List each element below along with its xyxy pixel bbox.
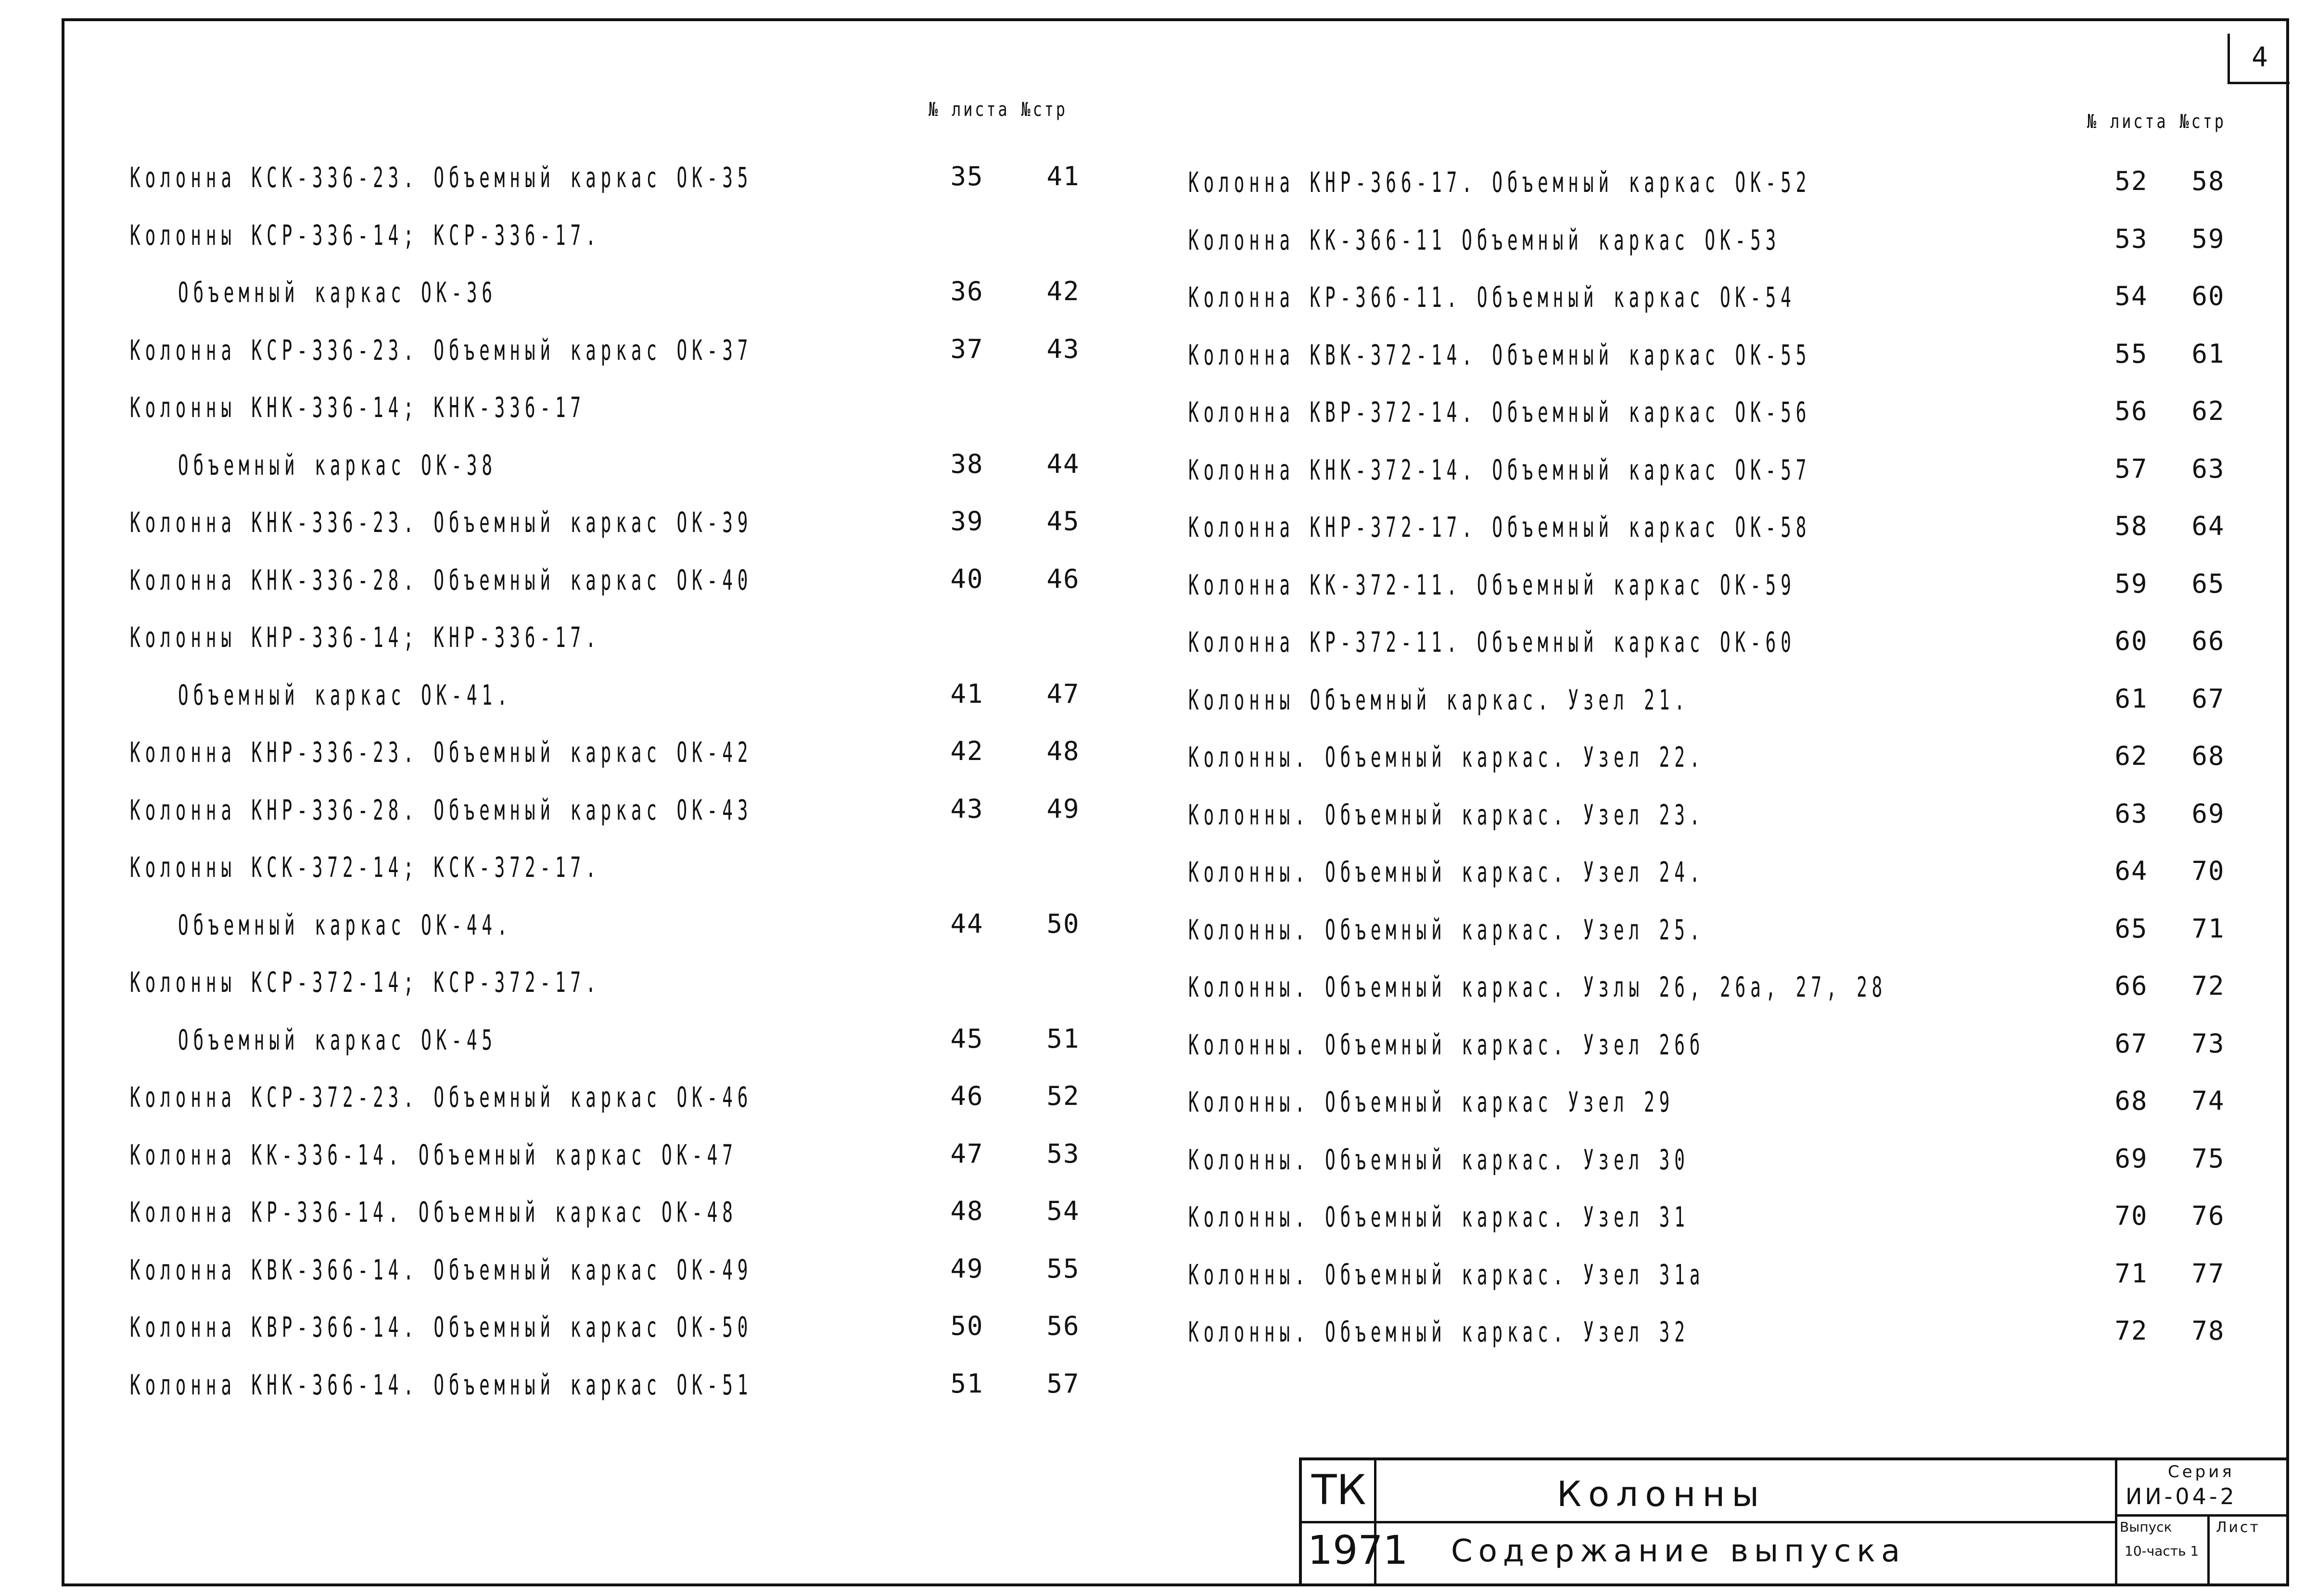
row-sheet-number: 39 bbox=[950, 506, 984, 536]
row-title: Объемный каркас ОК-44. bbox=[178, 908, 512, 941]
row-page-number: 55 bbox=[1046, 1253, 1080, 1284]
row-sheet-number: 58 bbox=[2114, 511, 2148, 541]
row-title: Объемный каркас ОК-38 bbox=[178, 448, 497, 481]
row-page-number: 62 bbox=[2191, 396, 2225, 426]
series-label: Серия bbox=[2168, 1462, 2235, 1482]
row-title: Колонна КВК-372-14. Объемный каркас ОК-55 bbox=[1188, 338, 1811, 371]
row-title: Колонна КНК-366-14. Объемный каркас ОК-51 bbox=[130, 1368, 753, 1401]
row-title: Колонны. Объемный каркас. Узел 25. bbox=[1188, 913, 1705, 946]
row-title: Колонна КНР-336-23. Объемный каркас ОК-42 bbox=[130, 736, 753, 769]
row-page-number: 77 bbox=[2191, 1258, 2225, 1289]
row-page-number: 71 bbox=[2191, 913, 2225, 944]
row-title: Колонна КНК-372-14. Объемный каркас ОК-57 bbox=[1188, 453, 1811, 486]
row-sheet-number: 69 bbox=[2114, 1143, 2148, 1174]
row-page-number: 60 bbox=[2191, 281, 2225, 311]
row-sheet-number: 65 bbox=[2114, 913, 2148, 944]
row-page-number: 51 bbox=[1046, 1023, 1080, 1054]
row-title: Колонна КНР-336-28. Объемный каркас ОК-43 bbox=[130, 793, 753, 826]
row-title: Колонна КР-366-11. Объемный каркас ОК-54 bbox=[1188, 281, 1796, 314]
row-page-number: 56 bbox=[1046, 1311, 1080, 1341]
row-page-number: 65 bbox=[2191, 568, 2225, 599]
sheet-label: Лист bbox=[2216, 1519, 2261, 1536]
row-sheet-number: 59 bbox=[2114, 568, 2148, 599]
title-block-divider bbox=[2115, 1460, 2117, 1583]
row-page-number: 76 bbox=[2191, 1201, 2225, 1231]
row-page-number: 53 bbox=[1046, 1138, 1080, 1169]
row-sheet-number: 52 bbox=[2114, 166, 2148, 196]
row-title: Колонны Объемный каркас. Узел 21. bbox=[1188, 683, 1690, 716]
year: 1971 bbox=[1308, 1528, 1408, 1573]
row-title: Объемный каркас ОК-41. bbox=[178, 678, 512, 711]
row-title: Колонны. Объемный каркас. Узел 30 bbox=[1188, 1143, 1690, 1176]
row-sheet-number: 61 bbox=[2114, 683, 2148, 714]
row-sheet-number: 60 bbox=[2114, 626, 2148, 656]
row-sheet-number: 42 bbox=[950, 736, 984, 766]
row-sheet-number: 54 bbox=[2114, 281, 2148, 311]
row-page-number: 66 bbox=[2191, 626, 2225, 656]
row-page-number: 70 bbox=[2191, 856, 2225, 886]
row-sheet-number: 47 bbox=[950, 1138, 984, 1169]
row-title: Колонны. Объемный каркас. Узлы 26, 26а, 27, 28 bbox=[1188, 971, 1887, 1003]
title-block bbox=[1299, 1457, 2289, 1583]
row-title: Колонна КСК-336-23. Объемный каркас ОК-35 bbox=[130, 161, 753, 194]
row-title: Колонна КСР-372-23. Объемный каркас ОК-46 bbox=[130, 1081, 753, 1114]
series-value: ИИ-04-2 bbox=[2126, 1483, 2237, 1509]
row-title: Колонна КК-372-11. Объемный каркас ОК-59 bbox=[1188, 568, 1796, 601]
issue-label: Выпуск bbox=[2120, 1519, 2172, 1535]
page-number: 4 bbox=[2228, 34, 2290, 84]
row-title: Колонны КСК-372-14; КСК-372-17. bbox=[130, 851, 601, 884]
row-page-number: 54 bbox=[1046, 1196, 1080, 1226]
row-page-number: 45 bbox=[1046, 506, 1080, 536]
row-title: Колонна КНР-372-17. Объемный каркас ОК-58 bbox=[1188, 511, 1811, 544]
row-page-number: 74 bbox=[2191, 1086, 2225, 1116]
row-sheet-number: 35 bbox=[950, 161, 984, 191]
row-sheet-number: 56 bbox=[2114, 396, 2148, 426]
row-page-number: 46 bbox=[1046, 563, 1080, 594]
row-sheet-number: 48 bbox=[950, 1196, 984, 1226]
row-page-number: 59 bbox=[2191, 223, 2225, 254]
row-title: Объемный каркас ОК-36 bbox=[178, 276, 497, 309]
row-page-number: 68 bbox=[2191, 741, 2225, 771]
sheet-bottom-border bbox=[62, 1583, 2289, 1586]
row-sheet-number: 68 bbox=[2114, 1086, 2148, 1116]
row-sheet-number: 50 bbox=[950, 1311, 984, 1341]
row-sheet-number: 49 bbox=[950, 1253, 984, 1284]
row-page-number: 41 bbox=[1046, 161, 1080, 191]
row-sheet-number: 41 bbox=[950, 678, 984, 709]
row-sheet-number: 40 bbox=[950, 563, 984, 594]
row-sheet-number: 45 bbox=[950, 1023, 984, 1054]
row-page-number: 64 bbox=[2191, 511, 2225, 541]
row-sheet-number: 72 bbox=[2114, 1316, 2148, 1346]
row-sheet-number: 71 bbox=[2114, 1258, 2148, 1289]
row-page-number: 57 bbox=[1046, 1368, 1080, 1399]
row-page-number: 63 bbox=[2191, 453, 2225, 484]
row-page-number: 58 bbox=[2191, 166, 2225, 196]
row-title: Колонна КК-336-14. Объемный каркас ОК-47 bbox=[130, 1138, 738, 1171]
row-title: Колонны КСР-336-14; КСР-336-17. bbox=[130, 218, 601, 252]
row-title: Колонна КР-336-14. Объемный каркас ОК-48 bbox=[130, 1196, 738, 1229]
row-title: Колонна КР-372-11. Объемный каркас ОК-60 bbox=[1188, 626, 1796, 659]
row-sheet-number: 70 bbox=[2114, 1201, 2148, 1231]
row-sheet-number: 62 bbox=[2114, 741, 2148, 771]
row-title: Колонны КСР-372-14; КСР-372-17. bbox=[130, 966, 601, 999]
title-block-divider bbox=[2115, 1514, 2288, 1517]
row-page-number: 78 bbox=[2191, 1316, 2225, 1346]
row-title: Колонны. Объемный каркас. Узел 31 bbox=[1188, 1201, 1690, 1233]
row-page-number: 43 bbox=[1046, 333, 1080, 364]
row-title: Объемный каркас ОК-45 bbox=[178, 1023, 497, 1056]
row-sheet-number: 37 bbox=[950, 333, 984, 364]
row-sheet-number: 55 bbox=[2114, 338, 2148, 369]
issue-value: 10-часть 1 bbox=[2125, 1543, 2199, 1559]
row-page-number: 61 bbox=[2191, 338, 2225, 369]
row-page-number: 44 bbox=[1046, 448, 1080, 479]
left-column-header: № листа №стр bbox=[929, 99, 1068, 121]
row-page-number: 50 bbox=[1046, 908, 1080, 939]
row-page-number: 72 bbox=[2191, 971, 2225, 1001]
row-title: Колонна КНК-336-23. Объемный каркас ОК-39 bbox=[130, 506, 753, 539]
row-title: Колонны. Объемный каркас. Узел 24. bbox=[1188, 856, 1705, 888]
drawing-subtitle: Содержание выпуска bbox=[1451, 1533, 1906, 1569]
row-sheet-number: 46 bbox=[950, 1081, 984, 1111]
row-sheet-number: 63 bbox=[2114, 798, 2148, 829]
row-title: Колонны. Объемный каркас. Узел 23. bbox=[1188, 798, 1705, 831]
row-page-number: 67 bbox=[2191, 683, 2225, 714]
row-page-number: 48 bbox=[1046, 736, 1080, 766]
row-title: Колонны КНК-336-14; КНК-336-17 bbox=[130, 391, 586, 424]
row-title: Колонна КВК-366-14. Объемный каркас ОК-49 bbox=[130, 1253, 753, 1286]
row-sheet-number: 44 bbox=[950, 908, 984, 939]
title-block-divider bbox=[2207, 1514, 2210, 1583]
row-title: Колонны. Объемный каркас. Узел 22. bbox=[1188, 741, 1705, 773]
row-page-number: 47 bbox=[1046, 678, 1080, 709]
row-sheet-number: 36 bbox=[950, 276, 984, 306]
row-title: Колонна КНК-336-28. Объемный каркас ОК-40 bbox=[130, 563, 753, 596]
row-page-number: 52 bbox=[1046, 1081, 1080, 1111]
row-title: Колонна КВР-366-14. Объемный каркас ОК-50 bbox=[130, 1311, 753, 1343]
row-title: Колонна КНР-366-17. Объемный каркас ОК-52 bbox=[1188, 166, 1811, 199]
row-sheet-number: 53 bbox=[2114, 223, 2148, 254]
drawing-title: Колонны bbox=[1557, 1474, 1766, 1514]
org-code: ТК bbox=[1311, 1466, 1366, 1514]
row-title: Колонны. Объемный каркас. Узел 32 bbox=[1188, 1316, 1690, 1348]
row-page-number: 42 bbox=[1046, 276, 1080, 306]
row-sheet-number: 57 bbox=[2114, 453, 2148, 484]
row-title: Колонна КВР-372-14. Объемный каркас ОК-56 bbox=[1188, 396, 1811, 429]
row-sheet-number: 66 bbox=[2114, 971, 2148, 1001]
row-sheet-number: 67 bbox=[2114, 1028, 2148, 1059]
row-title: Колонны. Объемный каркас. Узел 31а bbox=[1188, 1258, 1705, 1291]
row-title: Колонны. Объемный каркас Узел 29 bbox=[1188, 1086, 1675, 1118]
row-title: Колонны КНР-336-14; КНР-336-17. bbox=[130, 621, 601, 654]
row-page-number: 49 bbox=[1046, 793, 1080, 824]
right-column-header: № листа №стр bbox=[2087, 111, 2226, 133]
row-page-number: 75 bbox=[2191, 1143, 2225, 1174]
row-title: Колонны. Объемный каркас. Узел 26б bbox=[1188, 1028, 1705, 1061]
row-sheet-number: 38 bbox=[950, 448, 984, 479]
row-title: Колонна КСР-336-23. Объемный каркас ОК-37 bbox=[130, 333, 753, 367]
title-block-divider bbox=[1302, 1521, 2115, 1523]
row-sheet-number: 43 bbox=[950, 793, 984, 824]
row-title: Колонна КК-366-11 Объемный каркас ОК-53 bbox=[1188, 223, 1781, 256]
row-page-number: 69 bbox=[2191, 798, 2225, 829]
row-sheet-number: 51 bbox=[950, 1368, 984, 1399]
row-sheet-number: 64 bbox=[2114, 856, 2148, 886]
row-page-number: 73 bbox=[2191, 1028, 2225, 1059]
